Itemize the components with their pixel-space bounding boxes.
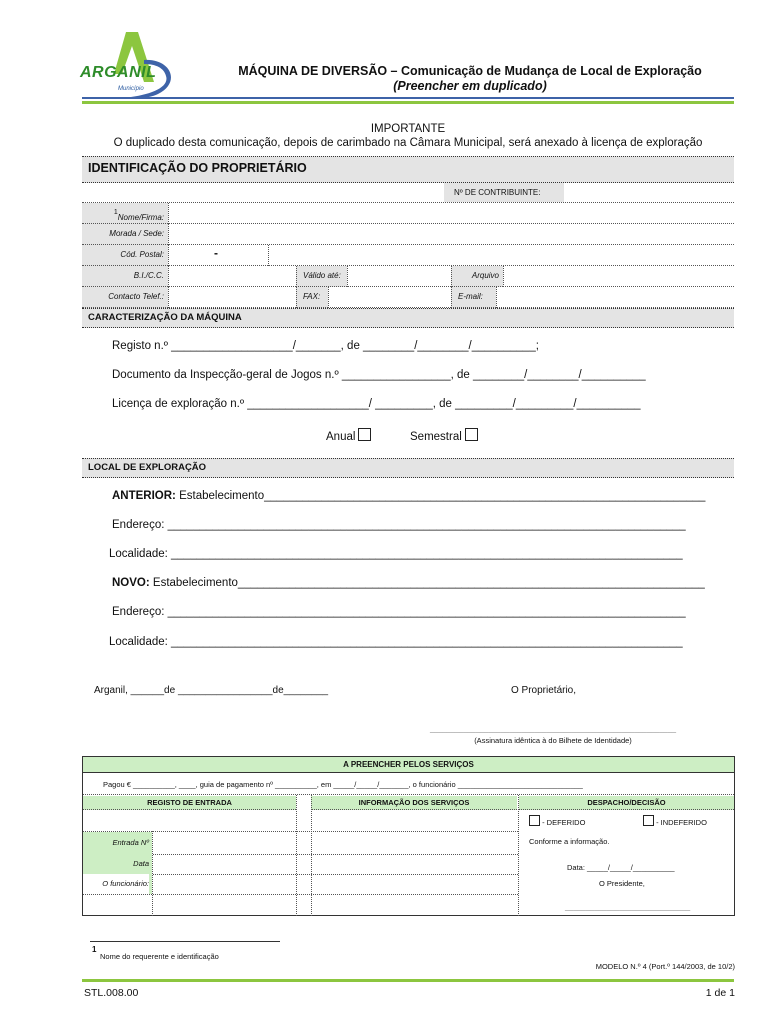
owner-section-title: IDENTIFICAÇÃO DO PROPRIETÁRIO: [82, 156, 734, 183]
vline-2: [311, 795, 312, 916]
deferido-checkbox[interactable]: [529, 815, 540, 826]
novo-establishment: Estabelecimento_________________________________________________________________________: [149, 577, 705, 589]
deferido-option[interactable]: [529, 815, 585, 827]
semestral-label: Semestral: [410, 431, 462, 443]
footnote-mark: 1: [92, 945, 97, 954]
indeferido-checkbox[interactable]: [643, 815, 654, 826]
novo-label: NOVO:: [112, 577, 150, 589]
endereco-novo-line[interactable]: Endereço: _________________________________________________________________________________: [112, 606, 686, 618]
services-box: [82, 756, 735, 916]
name-input[interactable]: [168, 203, 734, 224]
nif-input[interactable]: [564, 183, 734, 202]
page-subtitle: (Preencher em duplicado): [393, 79, 547, 93]
phone-input[interactable]: [168, 287, 296, 308]
name-label-cell: [82, 203, 168, 224]
document-code: STL.008.00: [84, 987, 139, 999]
archive-label: Arquivo: [451, 266, 503, 287]
anual-checkbox[interactable]: [358, 428, 371, 441]
postal-locality-input[interactable]: [268, 245, 734, 266]
conforme-text: Conforme a informação.: [529, 837, 610, 846]
footnote-rule: [90, 941, 280, 942]
phone-label: Contacto Telef.:: [82, 287, 168, 308]
owner-signature-label: O Proprietário,: [511, 685, 577, 696]
logo-subtitle: Município: [118, 86, 144, 92]
endereco-anterior-line[interactable]: Endereço: _________________________________________________________________________________: [112, 519, 686, 531]
presidente-signature-line[interactable]: ______________________________: [565, 902, 691, 911]
modelo-text: MODELO N.º 4 (Port.º 144/2003, de 10/2): [595, 962, 735, 971]
anterior-establishment: Estabelecimento_____________________________________________________________________: [175, 490, 706, 502]
hline-4: [83, 894, 518, 895]
vline-3: [518, 795, 519, 916]
name-label: Nome/Firma:: [117, 213, 164, 222]
anual-option[interactable]: [326, 428, 371, 443]
deferido-label: - DEFERIDO: [542, 818, 586, 827]
valid-label: Válido até:: [296, 266, 347, 287]
fax-label: FAX:: [296, 287, 328, 308]
anterior-line[interactable]: [112, 490, 705, 502]
indeferido-label: - INDEFERIDO: [656, 818, 707, 827]
signature-caption: (Assinatura idêntica à do Bilhete de Identidade): [474, 736, 632, 745]
col-registo-entrada: REGISTO DE ENTRADA: [83, 796, 296, 810]
presidente-label: O Presidente,: [599, 879, 645, 888]
documento-line[interactable]: Documento da Inspecção-geral de Jogos n.º _________________, de ________/________/__________: [112, 369, 646, 381]
semestral-option[interactable]: [410, 428, 478, 443]
localidade-anterior-line[interactable]: Localidade: ________________________________________________________________________________: [109, 548, 683, 560]
owner-table: [82, 203, 734, 308]
fax-input[interactable]: [328, 287, 451, 308]
novo-line[interactable]: [112, 577, 705, 589]
services-header: A PREENCHER PELOS SERVIÇOS: [83, 757, 734, 773]
data-label: Data: [133, 859, 149, 868]
col-despacho-decisao: DESPACHO/DECISÃO: [519, 796, 734, 810]
important-heading: IMPORTANTE: [370, 123, 446, 135]
despacho-date-line[interactable]: Data: _____/_____/__________: [567, 863, 675, 872]
entrada-label-column: [83, 832, 152, 894]
postal-input[interactable]: -: [168, 245, 268, 266]
header-rule-green: [82, 101, 734, 104]
bi-label: B.I./C.C.: [82, 266, 168, 287]
machine-section-title: CARACTERIZAÇÃO DA MÁQUINA: [82, 308, 734, 328]
payment-line[interactable]: Pagou € __________, ____, guia de pagamento nº __________, em _____/_____/_______, o funcionário ______________________________: [103, 780, 583, 789]
vline-1: [296, 795, 297, 916]
footnote-text: Nome do requerente e identificação: [100, 952, 219, 961]
entrada-label: Entrada Nº: [112, 838, 149, 847]
signature-line[interactable]: ___________________________________________________________: [429, 724, 677, 733]
email-label: E-mail:: [451, 287, 496, 308]
funcionario-label: O funcionário:: [83, 874, 149, 894]
nif-label: Nº DE CONTRIBUINTE:: [444, 183, 564, 202]
valid-input[interactable]: [347, 266, 451, 287]
header-rule-blue: [82, 97, 734, 99]
email-input[interactable]: [496, 287, 734, 308]
address-label: Morada / Sede:: [82, 224, 168, 245]
col-informacao-servicos: INFORMAÇÃO DOS SERVIÇOS: [311, 796, 517, 810]
footnote-ref: 1: [113, 209, 118, 216]
semestral-checkbox[interactable]: [465, 428, 478, 441]
registo-line[interactable]: Registo n.º ___________________/_______, de ________/________/__________;: [112, 340, 539, 352]
page-number: 1 de 1: [705, 987, 735, 999]
payment-divider: [83, 794, 734, 795]
address-input[interactable]: [168, 224, 734, 245]
date-line[interactable]: Arganil, ______de _________________de________: [94, 685, 329, 696]
bi-input[interactable]: [168, 266, 296, 287]
page-title: MÁQUINA DE DIVERSÃO – Comunicação de Mudança de Local de Exploração: [238, 64, 702, 78]
anual-label: Anual: [326, 431, 356, 443]
important-text: O duplicado desta comunicação, depois de carimbado na Câmara Municipal, será anexado à licença de exploração: [113, 137, 703, 149]
licenca-line[interactable]: Licença de exploração n.º ___________________/ _________, de _________/_________/__________: [112, 398, 641, 410]
archive-input[interactable]: [503, 266, 734, 287]
logo-text: ARGANIL: [80, 64, 157, 81]
nif-row: [82, 183, 734, 203]
footer-rule-green: [82, 979, 734, 982]
postal-label: Cód. Postal:: [82, 245, 168, 266]
anterior-label: ANTERIOR:: [112, 490, 176, 502]
localidade-novo-line[interactable]: Localidade: ________________________________________________________________________________: [109, 636, 683, 648]
location-section-title: LOCAL DE EXPLORAÇÃO: [82, 458, 734, 478]
indeferido-option[interactable]: [643, 815, 707, 827]
